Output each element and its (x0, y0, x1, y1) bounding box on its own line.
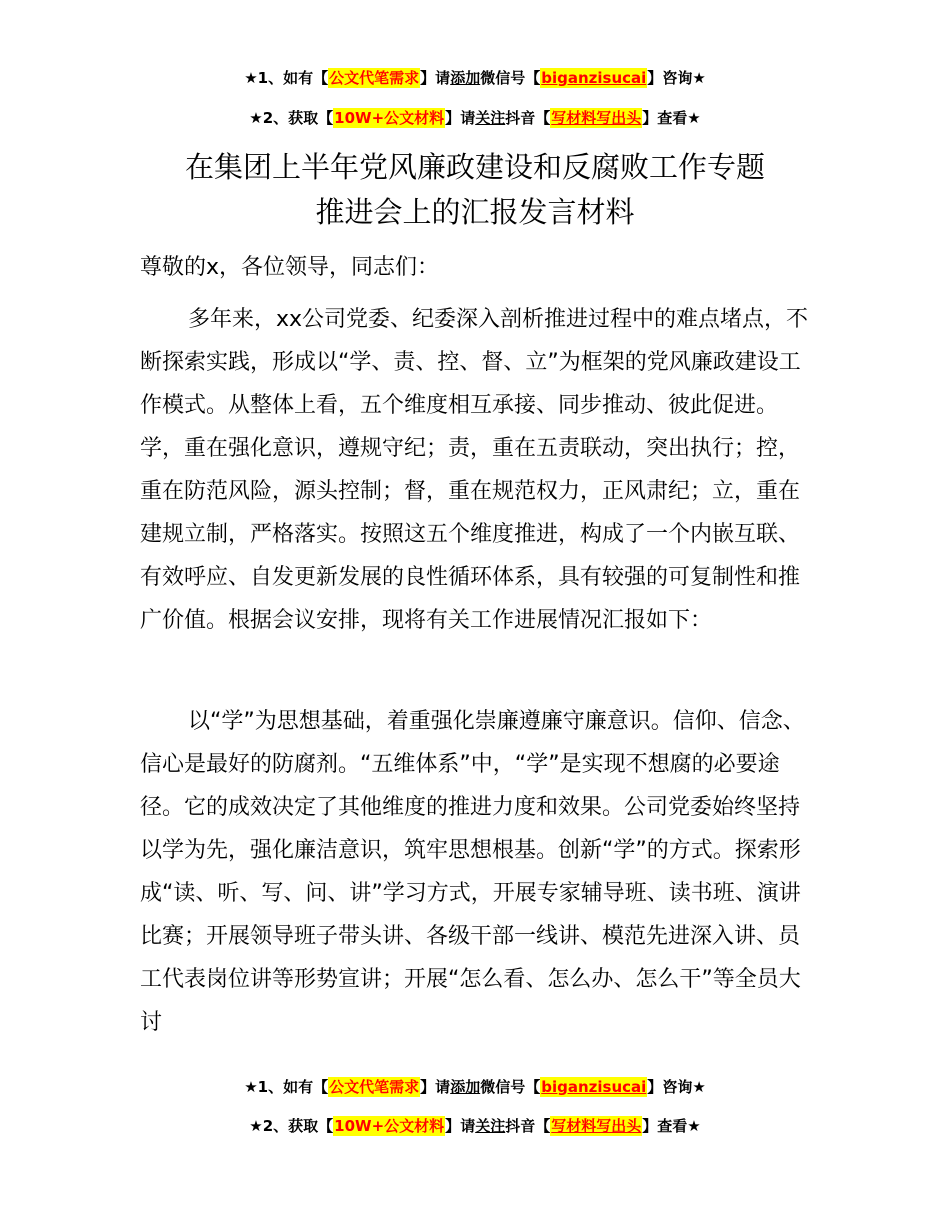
banner-suffix: 查看★ (657, 109, 701, 127)
body-paragraph-1: 多年来，xx公司党委、纪委深入剖析推进过程中的难点堵点，不断探索实践，形成以“学、责、控、督、立”为框架的党风廉政建设工作模式。从整体上看，五个维度相互承接、同步推动、彼此促进。学，重在强化意识，遵规守纪；责，重在五责联动，突出执行；控，重在防范风险，源头控制；督，重在规范权力，正风肃纪；立，重在建规立制，严格落实。按照这五个维度推进，构成了一个内嵌互联、有效呼应、自发更新发展的良性循环体系，具有较强的可复制性和推广价值。根据会议安排，现将有关工作进展情况汇报如下： (140, 307, 809, 633)
greeting: 尊敬的x，各位领导，同志们： (140, 255, 440, 280)
bracket-open: 【 (318, 109, 334, 127)
banner-prefix: ★2、获取 (249, 109, 319, 127)
bracket-close: 】 (445, 109, 461, 127)
document-title-line-2: 推进会上的汇报发言材料 (315, 195, 635, 229)
banner-text: 请 (435, 69, 451, 87)
douyin-account-link[interactable]: 写材料写出头 (551, 1117, 642, 1135)
bracket-close: 】 (642, 109, 658, 127)
banner-suffix: 咨询★ (662, 1078, 706, 1096)
promo-banner-bottom-line-2 (0, 1111, 950, 1141)
banner-suffix: 咨询★ (662, 69, 706, 87)
banner-text: 请 (460, 109, 476, 127)
banner-underlined-text: 添加 (450, 69, 481, 87)
bracket-open: 【 (313, 69, 329, 87)
body-paragraph-2: 以“学”为思想基础，着重强化崇廉遵廉守廉意识。信仰、信念、信心是最好的防腐剂。“五维体系”中，“学”是实现不想腐的必要途径。它的成效决定了其他维度的推进力度和效果。公司党委始终坚持以学为先，强化廉洁意识，筑牢思想根基。创新“学”的方式。探索形成“读、听、写、问、讲”学习方式，开展专家辅导班、读书班、演讲比赛；开展领导班子带头讲、各级干部一线讲、模范先进深入讲、员工代表岗位讲等形势宣讲；开展“怎么看、怎么办、怎么干”等全员大讨 (140, 709, 805, 1035)
promo-banner-top-line-1 (0, 63, 950, 93)
bracket-close: 】 (445, 1117, 461, 1135)
banner-underlined-text: 关注 (475, 1117, 506, 1135)
highlight-service-label: 公文代笔需求 (329, 69, 420, 87)
document-title-line-1: 在集团上半年党风廉政建设和反腐败工作专题 (184, 150, 765, 184)
highlight-service-label: 公文代笔需求 (329, 1078, 420, 1096)
wechat-id-link[interactable]: biganzisucai (541, 69, 647, 87)
highlight-materials-label: 10W+公文材料 (334, 109, 445, 127)
bracket-open: 【 (313, 1078, 329, 1096)
bracket-close: 】 (420, 1078, 436, 1096)
banner-prefix: ★1、如有 (244, 69, 314, 87)
promo-banner-bottom-line-1 (0, 1072, 950, 1102)
highlight-materials-label: 10W+公文材料 (334, 1117, 445, 1135)
bracket-open: 【 (525, 1078, 541, 1096)
banner-prefix: ★1、如有 (244, 1078, 314, 1096)
bracket-close: 】 (642, 1117, 658, 1135)
bracket-open: 【 (525, 69, 541, 87)
banner-underlined-text: 关注 (475, 109, 506, 127)
bracket-close: 】 (647, 69, 663, 87)
banner-prefix: ★2、获取 (249, 1117, 319, 1135)
bracket-open: 【 (535, 109, 551, 127)
banner-text: 请 (435, 1078, 451, 1096)
promo-banner-top-line-2 (0, 103, 950, 133)
banner-text: 请 (460, 1117, 476, 1135)
banner-text: 抖音 (505, 1117, 536, 1135)
banner-text: 微信号 (480, 69, 526, 87)
bracket-open: 【 (535, 1117, 551, 1135)
wechat-id-link[interactable]: biganzisucai (541, 1078, 647, 1096)
banner-underlined-text: 添加 (450, 1078, 481, 1096)
bracket-close: 】 (647, 1078, 663, 1096)
banner-text: 抖音 (505, 109, 536, 127)
banner-suffix: 查看★ (657, 1117, 701, 1135)
bracket-close: 】 (420, 69, 436, 87)
bracket-open: 【 (318, 1117, 334, 1135)
banner-text: 微信号 (480, 1078, 526, 1096)
douyin-account-link[interactable]: 写材料写出头 (551, 109, 642, 127)
